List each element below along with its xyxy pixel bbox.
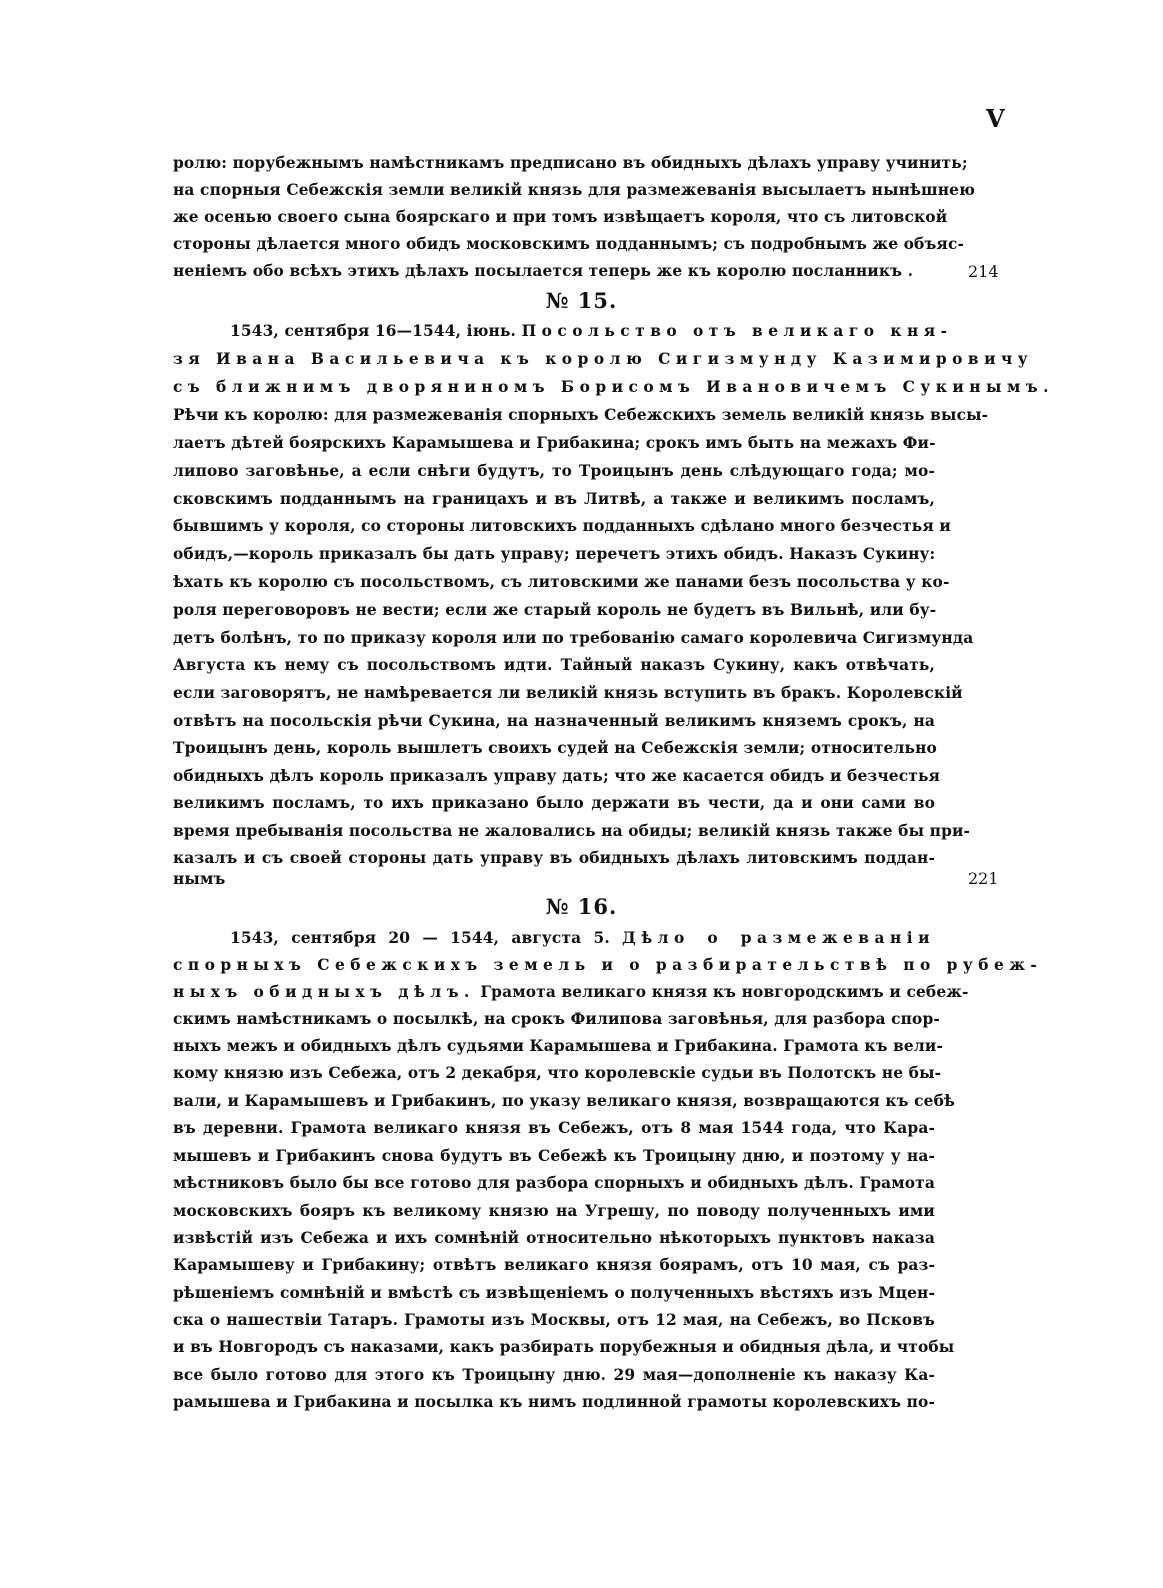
entry-16-line: ска о нашествіи Татаръ. Грамоты изъ Москвы, отъ 12 мая, на Себежъ, во Псковъ <box>173 1311 935 1329</box>
entry-16-line: ныхъ межъ и обидныхъ дѣлъ судьями Карамышева и Грибакина. Грамота къ вели- <box>173 1037 943 1055</box>
entry-16-line: скимъ намѣстникамъ о посылкѣ, на срокъ Филипова заговѣнья, для разбора спор- <box>173 1010 940 1028</box>
entry-15-line: детъ болѣнъ, то по приказу короля или по требованію самаго королевича Сигизмунда <box>173 629 974 647</box>
entry-15-line: Троицынъ день, король вышлетъ своихъ судей на Себежскія земли; относительно <box>173 739 937 757</box>
entry-15-date: 1543, сентября 16—1544, іюнь. <box>230 322 517 340</box>
entry-15-line: великимъ посламъ, то ихъ приказано было держати въ чести, да и они сами во <box>173 794 935 812</box>
entry-16-line: извѣстій изъ Себежа и ихъ сомнѣній относительно нѣкоторыхъ пунктовъ наказа <box>173 1229 935 1247</box>
entry-15-line: Рѣчи къ королю: для размежеванія спорныхъ Себежскихъ земель великій князь высы- <box>173 406 989 424</box>
intro-line: стороны дѣлается много обидъ московскимъ подданнымъ; съ подробнымъ же объяс- <box>173 235 965 253</box>
entry-15-line: ѣхать къ королю съ посольствомъ, съ литовскими же панами безъ посольства у ко- <box>173 573 950 591</box>
entry-16-line: въ деревни. Грамота великаго князя въ Себежъ, отъ 8 мая 1544 года, что Кара- <box>173 1119 935 1137</box>
entry-15-line: сковскимъ подданнымъ на границахъ и въ Литвѣ, а также и великимъ посламъ, <box>173 490 935 508</box>
entry-16-line: рамышева и Грибакина и посылка къ нимъ подлинной грамоты королевскихъ по- <box>173 1393 935 1411</box>
entry-16-line: мѣстниковъ было бы все готово для разбора спорныхъ и обидныхъ дѣлъ. Грамота <box>173 1174 935 1192</box>
entry-16-title-line: спорныхъ Себежскихъ земель и о разбирательствѣ по рубеж- <box>173 956 1043 974</box>
entry-15-line: казалъ и съ своей стороны дать управу въ обидныхъ дѣлахъ литовскимъ поддан- <box>173 849 935 867</box>
entry-15-heading: № 15. <box>545 288 618 313</box>
intro-line: же осенью своего сына боярскаго и при томъ извѣщаетъ короля, что съ литовской <box>173 208 948 226</box>
entry-15-line: нымъ <box>173 870 226 888</box>
page-reference: 214 <box>968 262 999 281</box>
page-reference: 221 <box>968 869 999 888</box>
page-folio: V <box>986 104 1005 133</box>
entry-16-title-end: ныхъ обидныхъ дѣлъ. <box>173 983 475 1001</box>
entry-15-title-start: Посольство отъ великаго кня- <box>521 322 953 340</box>
intro-line: ролю: порубежнымъ намѣстникамъ предписано въ обидныхъ дѣлахъ управу учинить; <box>173 154 968 172</box>
entry-16-text: Грамота великаго князя къ новгородскимъ и себеж- <box>480 983 969 1001</box>
entry-16-heading: № 16. <box>545 894 618 919</box>
entry-16-first-line <box>230 925 935 951</box>
entry-16-line: московскихъ бояръ къ великому князю на Угрешу, по поводу полученныхъ ими <box>173 1202 935 1220</box>
entry-16-title-line <box>173 979 969 1005</box>
entry-15-line: обидъ,—король приказалъ бы дать управу; перечетъ этихъ обидъ. Наказъ Сукину: <box>173 545 936 563</box>
entry-15-line: лаетъ дѣтей боярскихъ Карамышева и Грибакина; срокъ имъ быть на межахъ Фи- <box>173 434 936 452</box>
entry-16-line: кому князю изъ Себежа, отъ 2 декабря, что королевскіе судьи въ Полотскъ не бы- <box>173 1064 942 1082</box>
entry-16-line: и въ Новгородъ съ наказами, какъ разбирать порубежныя и обидныя дѣла, и чтобы <box>173 1338 955 1356</box>
entry-15-line: Августа къ нему съ посольствомъ идти. Тайный наказъ Сукину, какъ отвѣчать, <box>173 656 935 674</box>
entry-15-line: липово заговѣнье, а если снѣги будутъ, то Троицынъ день слѣдующаго года; мо- <box>173 462 935 480</box>
entry-15-title-line: зя Ивана Васильевича къ королю Сигизмунду Казимировичу <box>173 350 1034 368</box>
entry-16-line: рѣшеніемъ сомнѣній и вмѣстѣ съ извѣщеніемъ о полученныхъ вѣстяхъ изъ Мцен- <box>173 1284 935 1302</box>
entry-15-line: обидныхъ дѣлъ король приказалъ управу дать; что же касается обидъ и безчестья <box>173 767 941 785</box>
entry-16-date: 1543, сентября 20 — 1544, августа 5. <box>230 929 610 947</box>
entry-15-line: время пребыванія посольства не жаловались на обиды; великій князь также бы при- <box>173 822 971 840</box>
entry-15-title-line: съ ближнимъ дворяниномъ Борисомъ Ивановичемъ Сукинымъ. <box>173 378 1054 396</box>
entry-16-line: Карамышеву и Грибакину; отвѣтъ великаго князя боярамъ, отъ 10 мая, съ раз- <box>173 1256 935 1274</box>
entry-16-line: вали, и Карамышевъ и Грибакинъ, по указу великаго князя, возвращаются къ себѣ <box>173 1092 955 1110</box>
entry-15-line: роля переговоровъ не вести; если же старый король не будетъ въ Вильнѣ, или бу- <box>173 601 937 619</box>
intro-line: неніемъ обо всѣхъ этихъ дѣлахъ посылается теперь же къ королю посланникъ . <box>173 262 914 280</box>
entry-16-line: мышевъ и Грибакинъ снова будутъ въ Себежѣ къ Троицыну дню, и поэтому у на- <box>173 1147 935 1165</box>
entry-16-line: все было готово для этого къ Троицыну дню. 29 мая—дополненіе къ наказу Ка- <box>173 1366 935 1384</box>
entry-15-line: бывшимъ у короля, со стороны литовскихъ подданныхъ сдѣлано много безчестья и <box>173 517 951 535</box>
entry-15-line: если заговорятъ, не намѣревается ли великій князь вступить въ бракъ. Королевскій <box>173 684 963 702</box>
entry-15-first-line <box>230 318 953 344</box>
intro-line: на спорныя Себежскія земли великій князь для размежеванія высылаетъ нынѣшнею <box>173 181 976 199</box>
entry-15-line: отвѣтъ на посольскія рѣчи Сукина, на назначенный великимъ княземъ срокъ, на <box>173 712 935 730</box>
entry-16-title-start: Дѣло о размежеваніи <box>622 929 935 947</box>
